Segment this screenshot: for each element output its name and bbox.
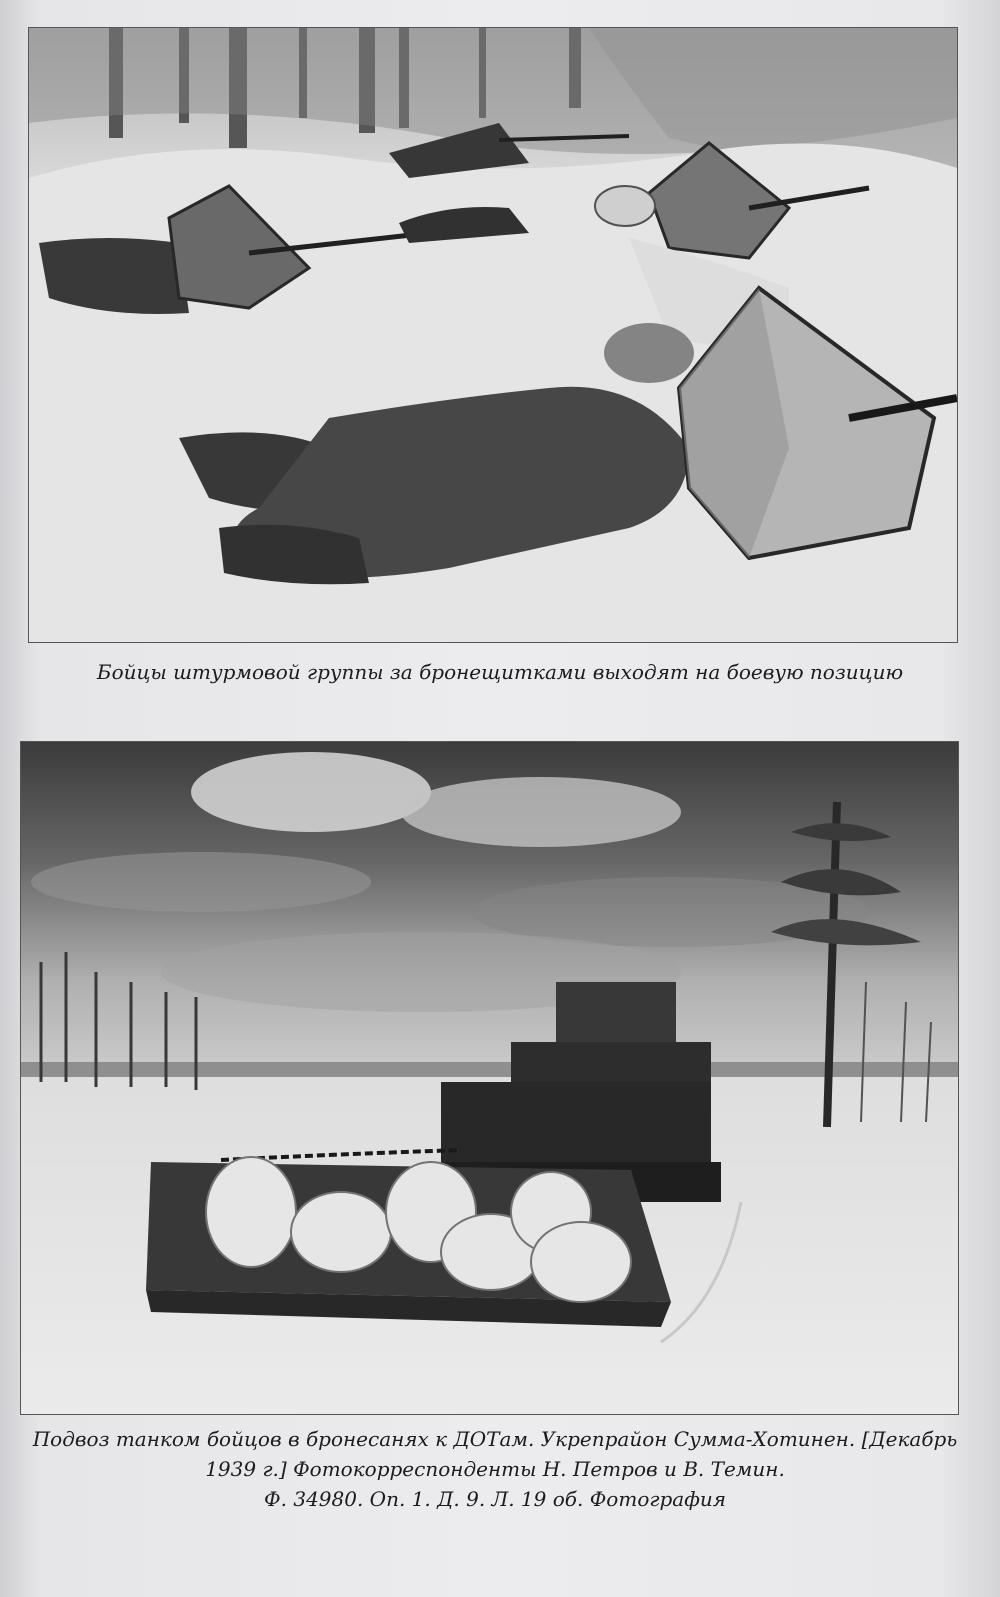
photo-tank-sled-image bbox=[21, 742, 958, 1414]
photo-caption-top bbox=[60, 660, 940, 684]
caption-line-3: Ф. 34980. Оп. 1. Д. 9. Л. 19 об. Фотография bbox=[264, 1487, 726, 1511]
photo-assault-group bbox=[28, 27, 958, 643]
photo-tank-sled bbox=[20, 741, 959, 1415]
caption-line-1: Подвоз танком бойцов в бронесанях к ДОТам. Укрепрайон Сумма-Хотинен. [Декабрь bbox=[32, 1427, 958, 1451]
caption-text: Бойцы штурмовой группы за бронещитками выходят на боевую позицию bbox=[96, 660, 904, 684]
photo-assault-group-image bbox=[29, 28, 957, 642]
photo-caption-bottom bbox=[30, 1424, 960, 1514]
caption-line-2: 1939 г.] Фотокорреспонденты Н. Петров и В. Темин. bbox=[205, 1457, 785, 1481]
